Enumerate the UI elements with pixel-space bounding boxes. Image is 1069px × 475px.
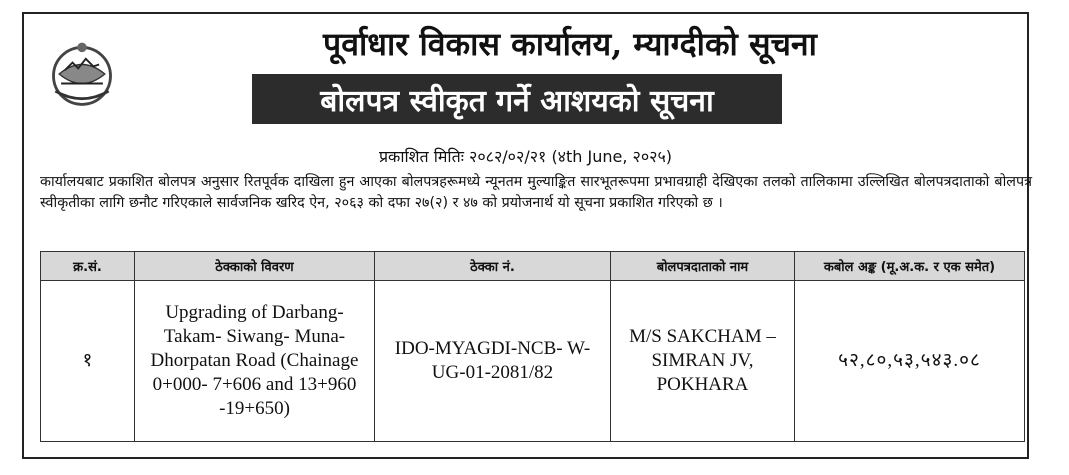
cell-bidder: M/S SAKCHAM – SIMRAN JV, POKHARA <box>611 281 795 442</box>
nepal-government-emblem-icon <box>44 36 120 112</box>
table-header-row <box>41 252 1025 281</box>
cell-amount: ५२,८०,५३,५४३.०८ <box>795 281 1025 442</box>
table-row <box>41 281 1025 442</box>
cell-contract-no: IDO-MYAGDI-NCB- W-UG-01-2081/82 <box>375 281 611 442</box>
header-contract-no: ठेक्का नं. <box>375 252 611 281</box>
header-sn: क्र.सं. <box>41 252 135 281</box>
office-title: पूर्वाधार विकास कार्यालय, म्याग्दीको सूचना <box>323 25 817 63</box>
header-description: ठेक्काको विवरण <box>135 252 375 281</box>
notice-body: कार्यालयबाट प्रकाशित बोलपत्र अनुसार रितपूर्वक दाखिला हुन आएका बोलपत्रहरूमध्ये न्यूनतम मुल्याङ्कित सारभूतरूपमा प्रभावग्राही देखिएका तलको तालिकामा उल्लिखित बोलपत्रदाताको बोलपत्र स्वीकृतीका लागि छनौट गरिएकाले सार्वजनिक खरिद ऐन, २०६३ को दफा २७(२) र ४७ को प्रयोजनार्थ यो सूचना प्रकाशित गरिएको छ । <box>40 174 1032 211</box>
published-date: प्रकाशित मितिः २०८२/०२/२१ (४th June, २०२५) <box>378 147 673 166</box>
notice-banner: बोलपत्र स्वीकृत गर्ने आशयको सूचना <box>252 74 782 124</box>
header-amount: कबोल अङ्क (मू.अ.क. र एक समेत) <box>795 252 1025 281</box>
cell-sn: १ <box>41 281 135 442</box>
cell-description: Upgrading of Darbang- Takam- Siwang- Muna- Dhorpatan Road (Chainage 0+000- 7+606 and 13+960 -19+650) <box>135 281 375 442</box>
tender-table <box>40 251 1025 442</box>
header-bidder: बोलपत्रदाताको नाम <box>611 252 795 281</box>
